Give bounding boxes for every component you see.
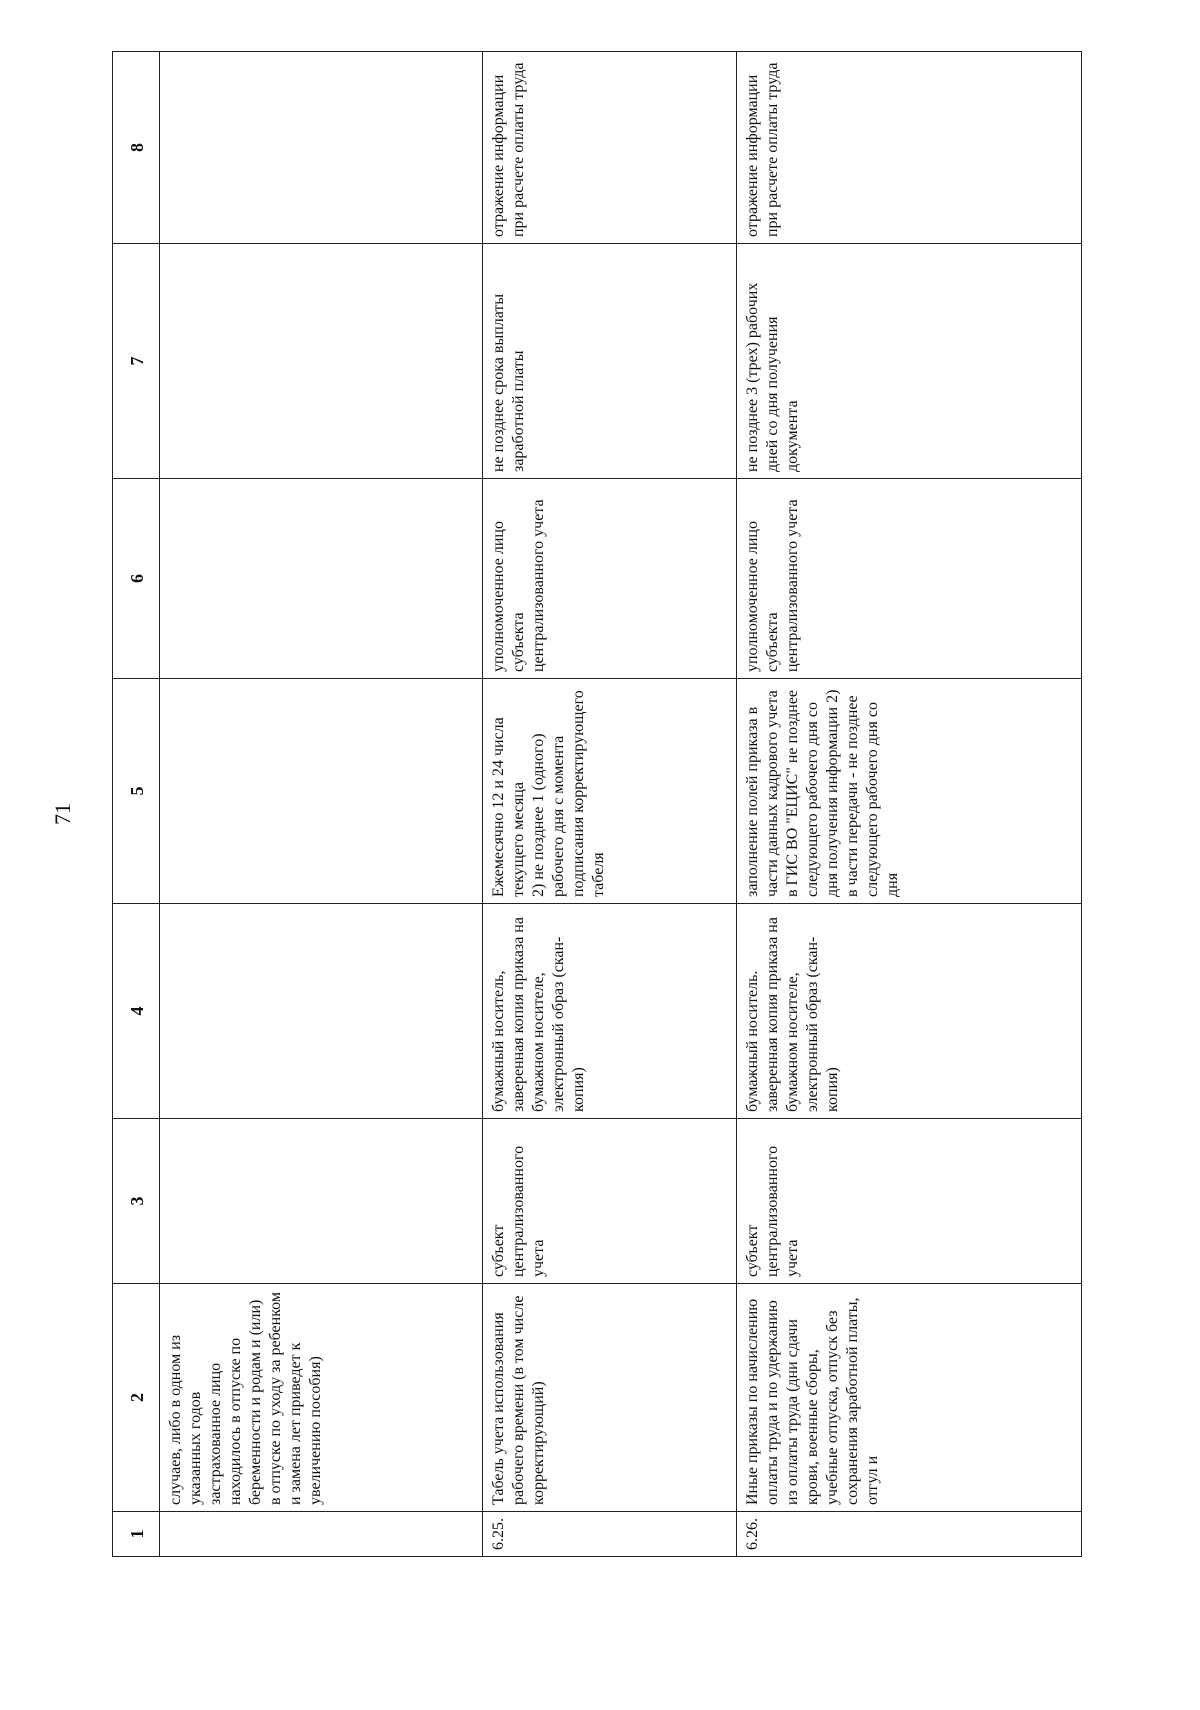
header-cell-4: 4 xyxy=(113,904,160,1119)
table-cell xyxy=(160,904,483,1119)
header-cell-2: 2 xyxy=(113,1284,160,1512)
table-row xyxy=(482,52,736,1557)
table-cell: уполномоченное лицо субъекта централизованного учета xyxy=(736,479,1081,679)
header-cell-5: 5 xyxy=(113,679,160,904)
table-cell: Ежемесячно 12 и 24 числа текущего месяца 2) не позднее 1 (одного) рабочего дня с момента подписания корректирующего табеля xyxy=(482,679,736,904)
page-number: 71 xyxy=(50,803,75,825)
table-cell xyxy=(160,244,483,479)
table-row xyxy=(160,52,483,1557)
header-cell-6: 6 xyxy=(113,479,160,679)
table-cell: отражение информации при расчете оплаты труда xyxy=(482,52,736,244)
table-cell: Иные приказы по начислению оплаты труда и по удержанию из оплаты труда (дни сдачи крови, военные сборы, учебные отпуска, отпуск без сохранения заработной платы, отгул и xyxy=(736,1284,1081,1512)
table-cell xyxy=(160,479,483,679)
data-table xyxy=(112,51,1082,1557)
table-cell: не позднее 3 (трех) рабочих дней со дня получения документа xyxy=(736,244,1081,479)
table-cell xyxy=(160,1512,483,1557)
table-cell: 6.26. xyxy=(736,1512,1081,1557)
rotated-table-container xyxy=(112,52,1082,1557)
table-cell: субъект централизованного учета xyxy=(736,1119,1081,1284)
header-cell-3: 3 xyxy=(113,1119,160,1284)
table-cell xyxy=(160,679,483,904)
table-cell xyxy=(160,1119,483,1284)
table-cell: субъект централизованного учета xyxy=(482,1119,736,1284)
header-cell-7: 7 xyxy=(113,244,160,479)
table-cell: случаев, либо в одном из указанных годов застрахованное лицо находилось в отпуске по беременности и родам и (или) в отпуске по уходу за ребенком и замена лет приведет к увеличению пособия) xyxy=(160,1284,483,1512)
table-row xyxy=(736,52,1081,1557)
table-cell: отражение информации при расчете оплаты труда xyxy=(736,52,1081,244)
header-cell-8: 8 xyxy=(113,52,160,244)
header-cell-1: 1 xyxy=(113,1512,160,1557)
table-cell: уполномоченное лицо субъекта централизованного учета xyxy=(482,479,736,679)
table-cell: не позднее срока выплаты заработной платы xyxy=(482,244,736,479)
table-cell: Табель учета использования рабочего времени (в том числе корректирующий) xyxy=(482,1284,736,1512)
table-cell xyxy=(160,52,483,244)
table-cell: бумажный носитель. заверенная копия приказа на бумажном носителе, электронный образ (скан-копия) xyxy=(736,904,1081,1119)
header-row xyxy=(113,52,160,1557)
table-cell: 6.25. xyxy=(482,1512,736,1557)
table-cell: заполнение полей приказа в части данных кадрового учета в ГИС ВО "ЕЦИС" не позднее следующего рабочего дня со дня получения информации 2) в части передачи - не позднее следующего рабочего дня со дня xyxy=(736,679,1081,904)
table-cell: бумажный носитель, заверенная копия приказа на бумажном носителе, электронный образ (скан-копия) xyxy=(482,904,736,1119)
